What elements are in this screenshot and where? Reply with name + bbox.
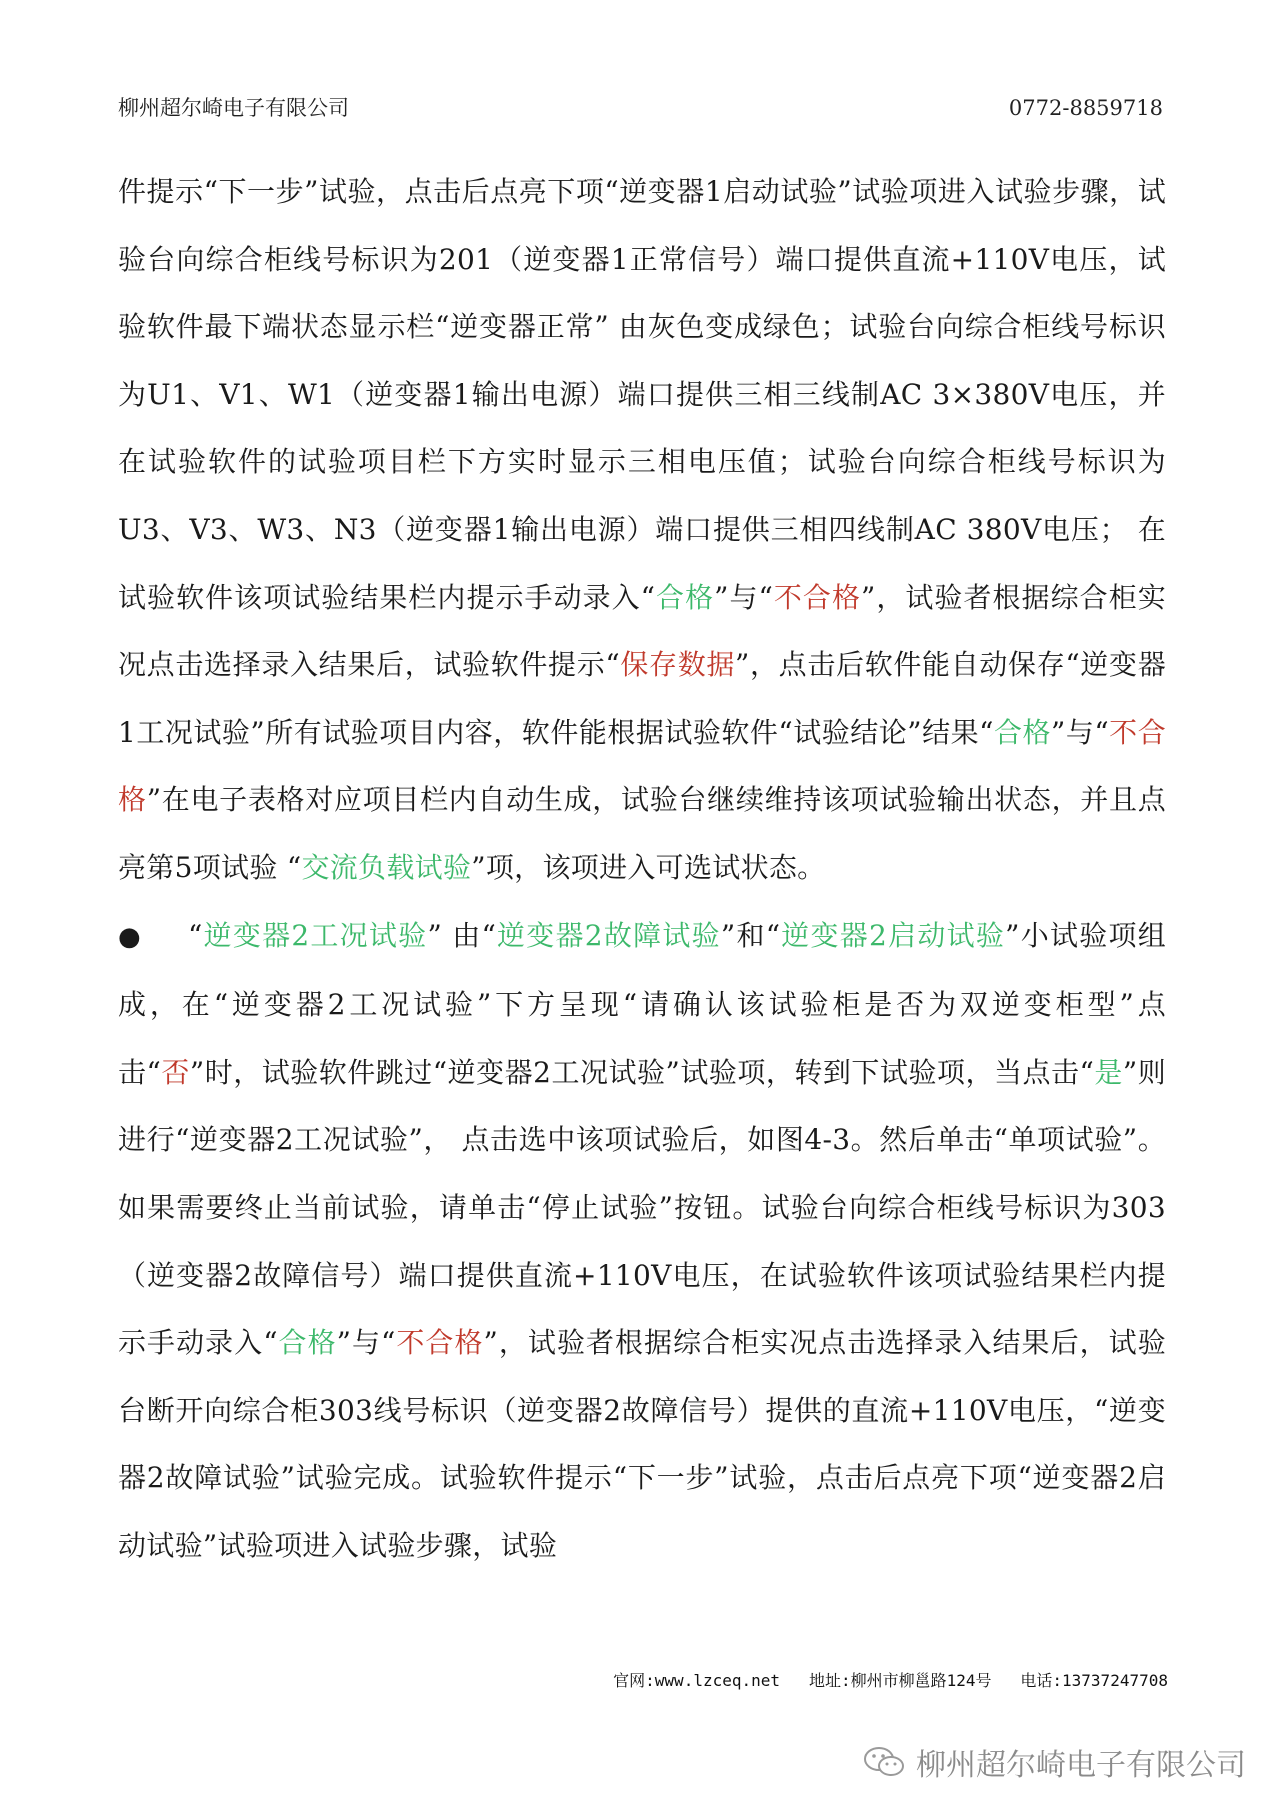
para1-segment: 不合格: [118, 715, 1166, 817]
para2-segment: ”与“: [336, 1326, 396, 1360]
paragraph-2: [118, 902, 1166, 1580]
para1-segment: ”与“: [714, 580, 774, 614]
watermark: [862, 1740, 1246, 1784]
footer-website: 官网:www.lzceq.net: [613, 1671, 781, 1690]
header-phone: 0772-8859718: [1008, 96, 1163, 120]
wechat-icon: [862, 1744, 906, 1780]
paragraph-1: [118, 158, 1166, 902]
para2-segment: ” 由“: [427, 918, 497, 952]
page-footer: [0, 1668, 1168, 1691]
document-body: [118, 158, 1166, 1579]
para2-segment: 是: [1094, 1055, 1123, 1089]
watermark-text: 柳州超尔崎电子有限公司: [916, 1748, 1246, 1783]
para1-segment: ”，点击后软件能自动保存“逆变器1工况试验”所有试验项目内容，软件能根据试验软件“试验结论”结果“: [118, 648, 1166, 749]
para2-segment: ”，试验者根据综合柜实况点击选择录入结果后，试验台断开向综合柜303线号标识（逆变器2故障信号）提供的直流+110V电压，“逆变器2故障试验”试验完成。试验软件提示“下一步”试验，点击后点亮下项“逆变器2启动试验”试验项进入试验步骤，试验: [118, 1326, 1167, 1562]
para1-segment: 件提示“下一步”试验，点击后点亮下项“逆变器1启动试验”试验项进入试验步骤，试验台向综合柜线号标识为201（逆变器1正常信号）端口提供直流+110V电压，试验软件最下端状态显示栏“逆变器正常” 由灰色变成绿色；试验台向综合柜线号标识为U1、V1、W1（逆变器1输出电源）端口提供三相三线制AC 3×380V电压，并在试验软件的试验项目栏下方实时显示三相电压值；试验台向综合柜线号标识为U3、V3、W3、N3（逆变器1输出电源）端口提供三相四线制AC 380V电压； 在试验软件该项试验结果栏内提示手动录入“: [118, 175, 1166, 614]
para2-segment: ”则进行“逆变器2工况试验”， 点击选中该项试验后，如图4-3。然后单击“单项试验”。如果需要终止当前试验，请单击“停止试验”按钮。试验台向综合柜线号标识为303（逆变器2故障信号）端口提供直流+110V电压，在试验软件该项试验结果栏内提示手动录入“: [118, 1055, 1167, 1360]
bullet-icon: ●: [118, 921, 141, 952]
para1-segment: 交流负载试验: [301, 850, 472, 884]
para2-segment: 合格: [277, 1326, 337, 1360]
para2-segment: 逆变器2工况试验: [202, 918, 428, 952]
para1-segment: 保存数据: [619, 648, 736, 682]
para2-segment: ”和“: [720, 918, 781, 952]
para1-segment: ”与“: [1051, 715, 1109, 749]
para2-segment: 否: [161, 1055, 190, 1089]
para2-segment: 不合格: [395, 1326, 484, 1360]
para2-segment: 逆变器2故障试验: [496, 918, 721, 952]
para2-segment: ”小试验项组成，在“逆变器2工况试验”下方呈现“请确认该试验柜是否为双逆变柜型”点击“: [118, 918, 1167, 1089]
para1-segment: 不合格: [773, 580, 861, 614]
para1-segment: ”在电子表格对应项目栏内自动生成，试验台继续维持该项试验输出状态，并且点亮第5项试验 “: [118, 783, 1166, 884]
para1-segment: 合格: [993, 715, 1052, 749]
footer-tel: 电话:13737247708: [1020, 1671, 1168, 1690]
para1-segment: 合格: [655, 580, 715, 614]
para2-segment: ”时，试验软件跳过“逆变器2工况试验”试验项，转到下试验项，当点击“: [189, 1055, 1095, 1089]
para2-segment: “: [188, 918, 203, 952]
para1-segment: ”项，该项进入可选试状态。: [471, 850, 826, 884]
para2-segment: 逆变器2启动试验: [780, 918, 1006, 952]
para1-segment: ”，试验者根据综合柜实况点击选择录入结果后，试验软件提示“: [118, 580, 1166, 682]
footer-address: 地址:柳州市柳邕路124号: [808, 1671, 992, 1690]
page-header: [118, 92, 1163, 122]
header-company: 柳州超尔崎电子有限公司: [118, 96, 349, 120]
